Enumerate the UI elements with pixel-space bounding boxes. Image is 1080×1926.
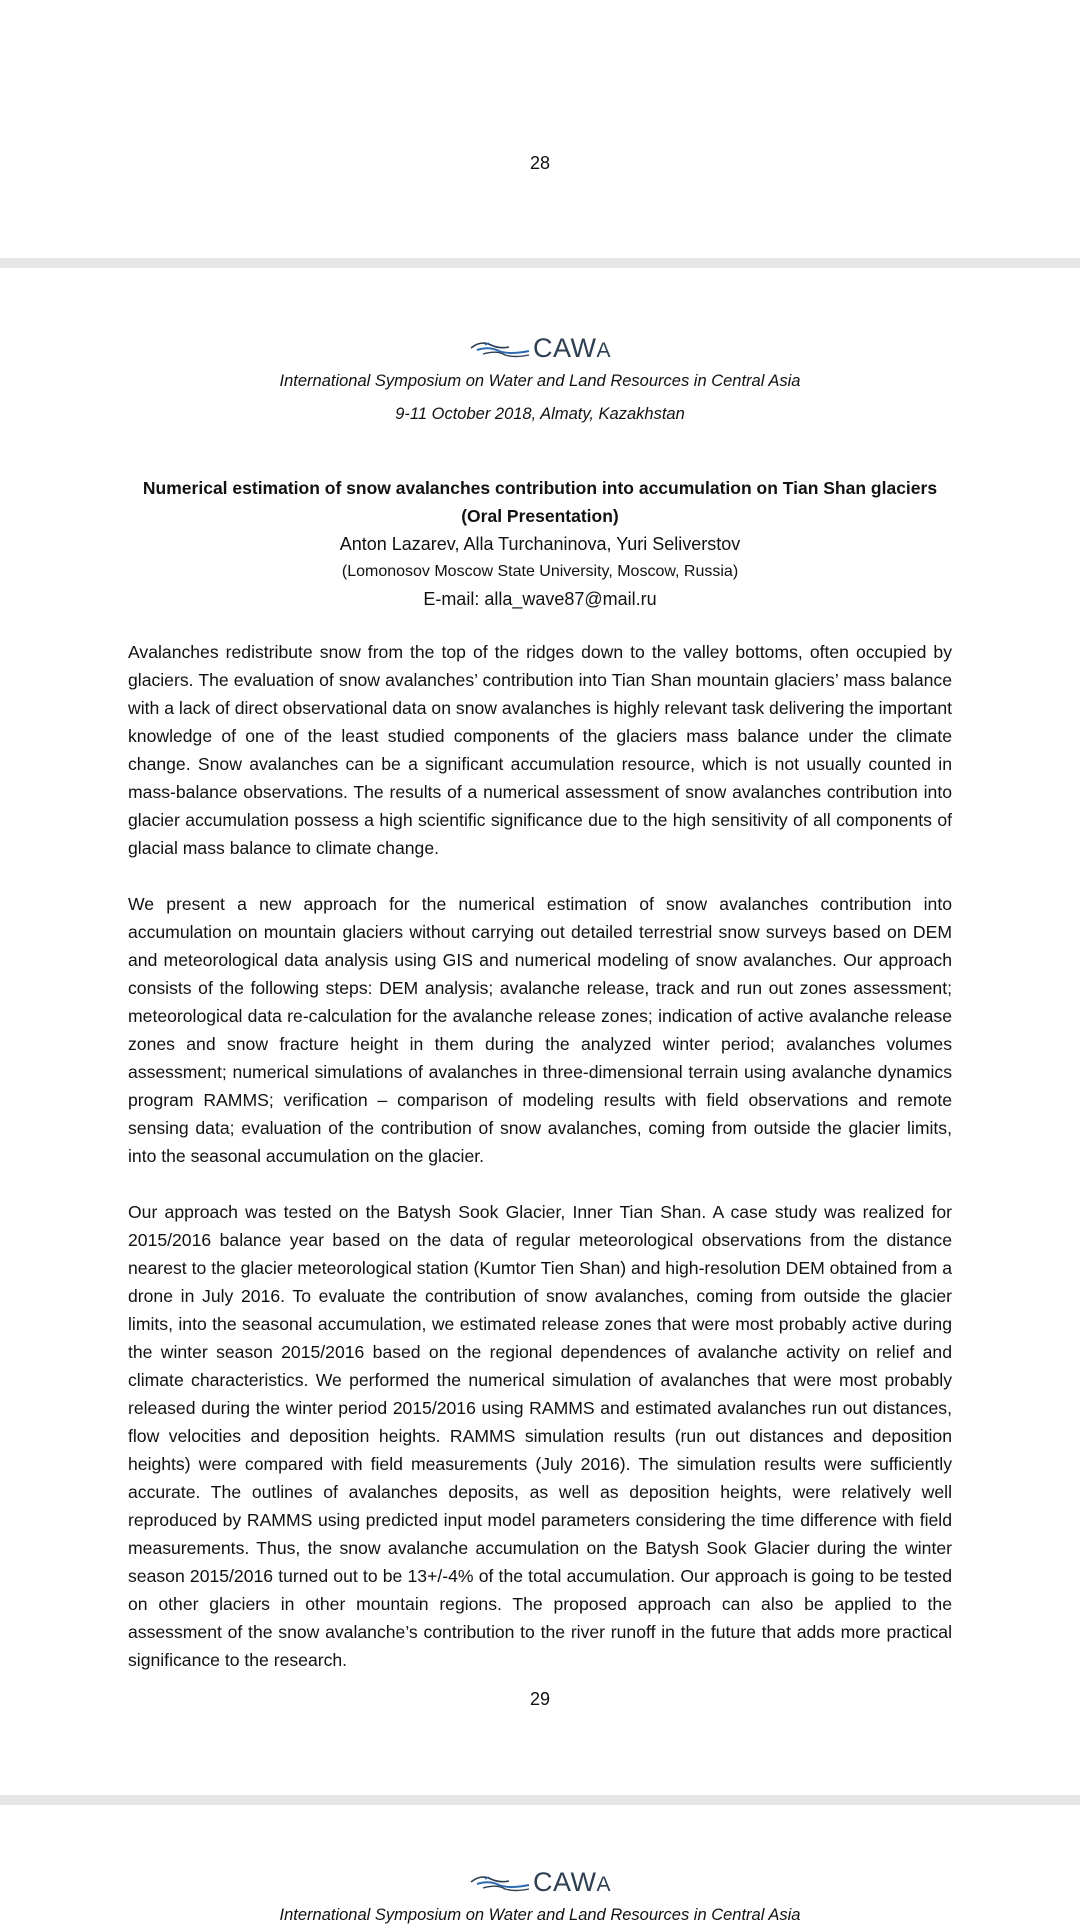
page-header <box>0 332 1080 425</box>
wave-logo-icon <box>469 336 531 360</box>
paragraph: Our approach was tested on the Batysh Sook Glacier, Inner Tian Shan. A case study was realized for 2015/2016 balance year based on the data of regular meteorological observations from the distance nearest to the glacier meteorological station (Kumtor Tien Shan) and high-resolution DEM obtained from a drone in July 2016. To evaluate the contribution of snow avalanches, coming from outside the glacier limits, into the seasonal accumulation, we estimated release zones that were most probably active during the winter season 2015/2016 based on the regional dependences of avalanche activity on relief and climate characteristics. We performed the numerical simulation of avalanches that were most probably released during the winter period 2015/2016 using RAMMS and estimated avalanches run out distances, flow velocities and deposition heights. RAMMS simulation results (run out distances and deposition heights) were compared with field measurements (July 2016). The simulation results were sufficiently accurate. The outlines of avalanches deposits, as well as deposition heights, were relatively well reproduced by RAMMS using predicted input model parameters considering the time difference with field measurements. Thus, the snow avalanche accumulation on the Batysh Sook Glacier during the winter season 2015/2016 turned out to be 13+/-4% of the total accumulation. Our approach is going to be tested on other glaciers in other mountain regions. The proposed approach can also be applied to the assessment of the snow avalanche’s contribution to the river runoff in the future that adds more practical significance to the research. <box>128 1202 952 1670</box>
cawa-logo <box>0 1866 1080 1898</box>
paragraph: Avalanches redistribute snow from the top of the ridges down to the valley bottoms, often occupied by glaciers. The evaluation of snow avalanches’ contribution into Tian Shan mountain glaciers’ mass balance with a lack of direct observational data on snow avalanches is highly relevant task delivering the important knowledge of one of the least studied components of the glaciers mass balance under the climate change. Snow avalanches can be a significant accumulation resource, which is not usually counted in mass-balance observations. The results of a numerical assessment of snow avalanches contribution into glacier accumulation possess a high scientific significance due to the high sensitivity of all components of glacial mass balance to climate change. <box>128 642 952 858</box>
logo-text: CAWA <box>532 332 611 363</box>
page-divider <box>0 258 1080 268</box>
abstract-heading <box>0 474 1080 613</box>
symposium-title: International Symposium on Water and Land Resources in Central Asia <box>279 372 801 390</box>
abstract-body <box>128 638 952 1702</box>
wave-logo-icon <box>469 1870 531 1894</box>
logo-text: CAWA <box>532 1866 611 1897</box>
paragraph: We present a new approach for the numerical estimation of snow avalanches contribution into accumulation on mountain glaciers without carrying out detailed terrestrial snow surveys based on DEM and meteorological data analysis using GIS and numerical modeling of snow avalanches. Our approach consists of the following steps: DEM analysis; avalanche release, track and run out zones assessment; meteorological data re-calculation for the avalanche release zones; indication of active avalanche release zones and snow fracture height in them during the analyzed winter period; avalanches volumes assessment; numerical simulations of avalanches in three-dimensional terrain using avalanche dynamics program RAMMS; verification – comparison of modeling results with field observations and remote sensing data; evaluation of the contribution of snow avalanches, coming from outside the glacier limits, into the seasonal accumulation on the glacier. <box>128 894 952 1166</box>
affiliation: (Lomonosov Moscow State University, Moscow, Russia) <box>341 563 739 580</box>
page-divider <box>0 1795 1080 1805</box>
email: E-mail: alla_wave87@mail.ru <box>423 589 657 609</box>
cawa-logo <box>0 332 1080 364</box>
authors: Anton Lazarev, Alla Turchaninova, Yuri Seliverstov <box>339 534 741 554</box>
page-number-top: 28 <box>529 153 551 173</box>
page-number-bottom: 29 <box>529 1689 551 1709</box>
abstract-title: Numerical estimation of snow avalanches contribution into accumulation on Tian Shan glaciers <box>142 478 938 498</box>
next-page-header <box>0 1866 1080 1926</box>
symposium-title: International Symposium on Water and Land Resources in Central Asia <box>279 1906 801 1924</box>
symposium-dates: 9-11 October 2018, Almaty, Kazakhstan <box>395 405 685 423</box>
presentation-type: (Oral Presentation) <box>461 506 619 526</box>
